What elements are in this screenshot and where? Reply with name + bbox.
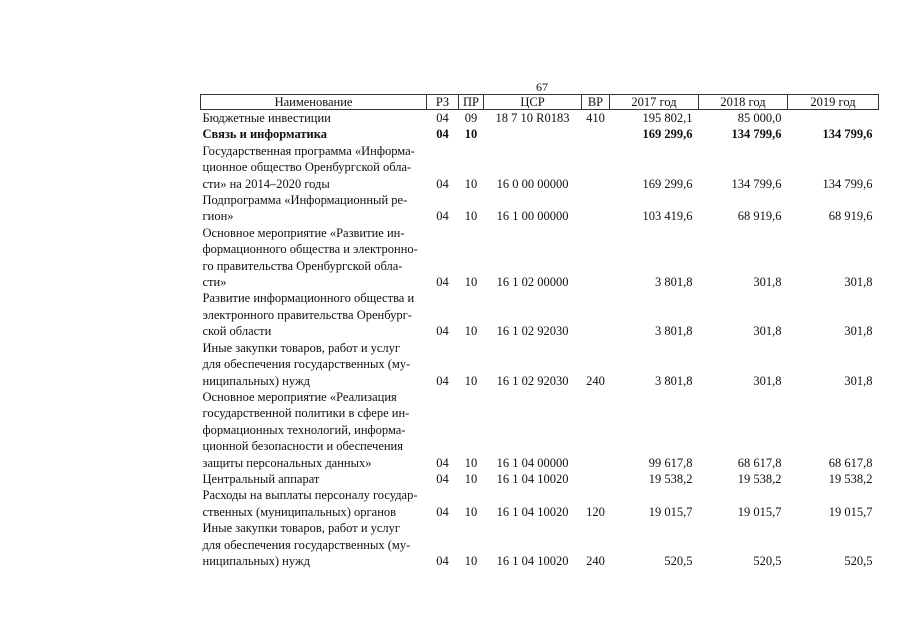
- row-csr: 16 1 04 10020: [496, 471, 569, 486]
- row-2019: [788, 110, 879, 127]
- row-2018: 68 617,8: [737, 455, 782, 470]
- row-csr: 16 1 02 00000: [496, 275, 569, 290]
- header-rz: РЗ: [427, 95, 459, 110]
- row-2017: 195 802,1: [642, 111, 693, 125]
- row-csr: 16 1 04 10020: [496, 504, 569, 519]
- row-name-line: Подпрограмма «Информационный ре-: [202, 193, 408, 208]
- table-row: [201, 143, 879, 192]
- row-vr: [582, 389, 610, 471]
- row-2019: 134 799,6: [822, 176, 873, 191]
- row-pr: 10: [464, 504, 478, 519]
- row-pr: 10: [464, 127, 478, 142]
- header-name: Наименование: [201, 95, 427, 110]
- row-name-line: ственных (муниципальных) органов: [202, 504, 397, 519]
- row-name-line: гион»: [202, 209, 234, 224]
- row-csr: [484, 126, 582, 142]
- row-csr: 18 7 10 R0183: [495, 111, 570, 125]
- row-vr: [582, 143, 610, 192]
- row-csr: 16 1 00 00000: [496, 209, 569, 224]
- row-2018: 19 015,7: [737, 504, 782, 519]
- row-name-line: Иные закупки товаров, работ и услуг: [202, 340, 401, 355]
- row-name-line: Государственная программа «Информа-: [202, 143, 415, 158]
- row-csr: 16 1 04 10020: [496, 553, 569, 568]
- row-2019: 19 538,2: [828, 471, 873, 486]
- row-vr: 240: [586, 553, 605, 568]
- row-name-line: Связь и информатика: [202, 127, 327, 142]
- table-row: [201, 389, 879, 471]
- row-2018: 301,8: [753, 275, 782, 290]
- row-name-line: Основное мероприятие «Реализация: [202, 389, 397, 404]
- row-name-line: формационных технологий, информа-: [202, 422, 406, 437]
- row-2017: 3 801,8: [655, 373, 693, 388]
- row-2019: 134 799,6: [822, 127, 873, 142]
- row-rz: 04: [436, 504, 449, 519]
- table-row: [201, 192, 879, 225]
- table-row: [201, 340, 879, 389]
- table-row: [201, 290, 879, 339]
- row-rz: 04: [436, 209, 449, 224]
- row-2017: 3 801,8: [655, 324, 693, 339]
- row-name-line: Бюджетные инвестиции: [202, 111, 331, 125]
- row-2017: 99 617,8: [648, 455, 693, 470]
- row-pr: 10: [464, 553, 478, 568]
- row-csr: 16 1 04 00000: [496, 455, 569, 470]
- table-row: [201, 520, 879, 569]
- row-name-line: государственной политики в сфере ин-: [202, 406, 410, 421]
- row-2019: 19 015,7: [828, 504, 873, 519]
- row-2018: 68 919,6: [737, 209, 782, 224]
- row-name-line: Основное мероприятие «Развитие ин-: [202, 225, 405, 240]
- row-vr: [582, 225, 610, 291]
- row-name-line: для обеспечения государственных (му-: [202, 537, 411, 552]
- row-name-line: го правительства Оренбургской обла-: [202, 258, 403, 273]
- row-csr: 16 1 02 92030: [496, 373, 569, 388]
- row-name: [201, 143, 427, 192]
- row-2018: 520,5: [753, 553, 782, 568]
- row-name: [201, 290, 427, 339]
- row-name: [201, 192, 427, 225]
- row-name-line: Иные закупки товаров, работ и услуг: [202, 521, 401, 536]
- header-vr: ВР: [582, 95, 610, 110]
- row-name: [201, 471, 427, 487]
- header-2017: 2017 год: [610, 95, 699, 110]
- row-pr: 10: [464, 324, 478, 339]
- row-rz: 04: [436, 373, 449, 388]
- table-row: [201, 126, 879, 142]
- row-2019: 301,8: [844, 324, 873, 339]
- row-name: [201, 389, 427, 471]
- row-vr: 240: [586, 373, 605, 388]
- row-vr: 410: [586, 111, 605, 125]
- row-2018: 85 000,0: [737, 111, 782, 125]
- row-name: [201, 126, 427, 142]
- row-name-line: ционной безопасности и обеспечения: [202, 439, 404, 454]
- table-row: [201, 110, 879, 127]
- row-name-line: ской области: [202, 324, 272, 339]
- row-vr: [582, 290, 610, 339]
- row-2018: 134 799,6: [731, 176, 782, 191]
- row-2017: 19 015,7: [648, 504, 693, 519]
- row-name: [201, 110, 427, 127]
- row-pr: 10: [464, 209, 478, 224]
- row-name: [201, 487, 427, 520]
- header-csr: ЦСР: [484, 95, 582, 110]
- row-vr: [582, 192, 610, 225]
- row-rz: 04: [436, 471, 449, 486]
- row-rz: 04: [436, 324, 449, 339]
- row-vr: [582, 126, 610, 142]
- row-name-line: Центральный аппарат: [202, 471, 320, 486]
- row-rz: 04: [436, 553, 449, 568]
- row-rz: 04: [436, 275, 449, 290]
- table-body: [201, 110, 879, 570]
- table-row: [201, 487, 879, 520]
- budget-table: [200, 94, 879, 569]
- row-2019: 68 617,8: [828, 455, 873, 470]
- row-name-line: Расходы на выплаты персоналу государ-: [202, 488, 418, 503]
- row-2018: 301,8: [753, 324, 782, 339]
- row-name-line: ционное общество Оренбургской обла-: [202, 160, 412, 175]
- row-2018: 301,8: [753, 373, 782, 388]
- row-name-line: для обеспечения государственных (му-: [202, 357, 411, 372]
- row-2019: 520,5: [844, 553, 873, 568]
- row-name: [201, 225, 427, 291]
- row-2018: 19 538,2: [737, 471, 782, 486]
- row-vr: 120: [586, 504, 605, 519]
- row-2017: 169 299,6: [642, 127, 693, 142]
- row-csr: 16 0 00 00000: [496, 176, 569, 191]
- row-pr: 10: [464, 455, 478, 470]
- row-2017: 103 419,6: [642, 209, 693, 224]
- row-2017: 19 538,2: [648, 471, 693, 486]
- table-row: [201, 471, 879, 487]
- row-pr: 10: [464, 275, 478, 290]
- row-name: [201, 340, 427, 389]
- row-name-line: защиты персональных данных»: [202, 455, 372, 470]
- row-pr: 10: [464, 373, 478, 388]
- row-name-line: сти»: [202, 275, 227, 290]
- row-name: [201, 520, 427, 569]
- row-2017: 169 299,6: [642, 176, 693, 191]
- row-name-line: ниципальных) нужд: [202, 553, 310, 568]
- row-pr: 10: [464, 471, 478, 486]
- row-rz: 04: [436, 176, 449, 191]
- header-pr: ПР: [459, 95, 484, 110]
- row-name-line: ниципальных) нужд: [202, 373, 310, 388]
- table-header-row: [201, 95, 879, 110]
- row-2018: 134 799,6: [731, 127, 782, 142]
- header-2018: 2018 год: [699, 95, 788, 110]
- row-2017: 3 801,8: [655, 275, 693, 290]
- row-2017: 520,5: [664, 553, 693, 568]
- row-2019: 301,8: [844, 275, 873, 290]
- page-number: 67: [536, 80, 548, 94]
- row-name-line: формационного общества и электронно-: [202, 242, 418, 257]
- row-name-line: Развитие информационного общества и: [202, 291, 415, 306]
- row-rz: 04: [436, 111, 449, 125]
- row-2019: 68 919,6: [828, 209, 873, 224]
- row-name-line: электронного правительства Оренбург-: [202, 307, 412, 322]
- header-2019: 2019 год: [788, 95, 879, 110]
- row-vr: [582, 471, 610, 487]
- row-rz: 04: [436, 127, 449, 142]
- row-pr: 09: [464, 111, 478, 125]
- table-row: [201, 225, 879, 291]
- row-name-line: сти» на 2014–2020 годы: [202, 176, 330, 191]
- row-2019: 301,8: [844, 373, 873, 388]
- row-csr: 16 1 02 92030: [496, 324, 569, 339]
- row-pr: 10: [464, 176, 478, 191]
- row-rz: 04: [436, 455, 449, 470]
